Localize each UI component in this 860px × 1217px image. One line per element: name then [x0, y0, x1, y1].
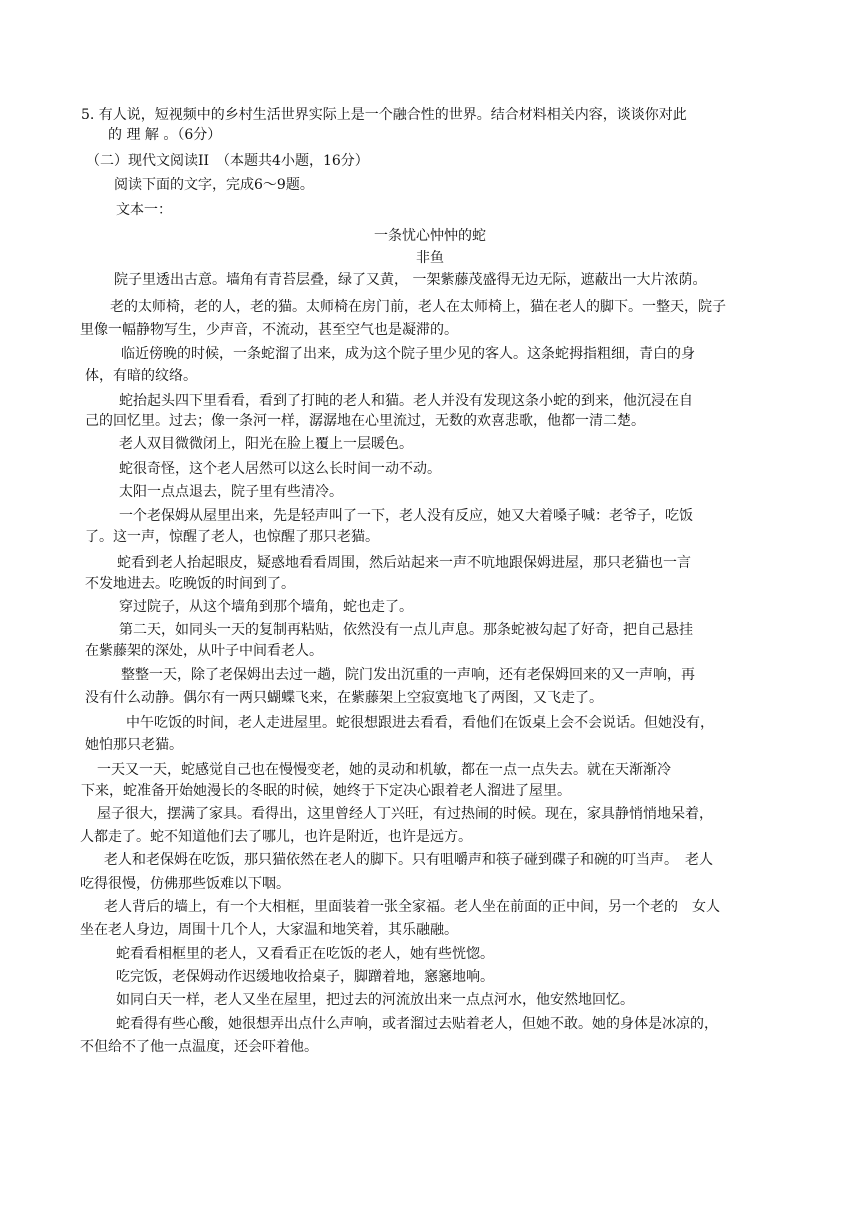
article-line: 蛇看看相框里的老人，又看看正在吃饭的老人，她有些恍惚。	[116, 946, 494, 962]
article-line: 穿过院子，从这个墙角到那个墙角，蛇也走了。	[119, 599, 413, 615]
article-line: 一个老保姆从屋里出来，先是轻声叫了一下，老人没有反应，她又大着嗓子喊：老爷子，吃饭	[119, 508, 693, 524]
article-line: 老人背后的墙上，有一个大相框，里面装着一张全家福。老人坐在前面的正中间，另一个老的 女人	[104, 899, 720, 915]
article-line: 了。这一声，惊醒了老人，也惊醒了那只老猫。	[85, 529, 379, 545]
article-line: 在紫藤架的深处，从叶子中间看老人。	[85, 643, 323, 659]
reading-instruction: 阅读下面的文字，完成6～9题。	[114, 177, 314, 193]
article-line: 蛇看得有些心酸，她很想弄出点什么声响，或者溜过去贴着老人，但她不敢。她的身体是冰凉的，	[116, 1016, 718, 1032]
section-heading: （二）现代文阅读II （本题共4小题，16分）	[86, 153, 369, 169]
article-line: 一天又一天，蛇感觉自己也在慢慢变老，她的灵动和机敏，都在一点一点失去。就在天渐渐冷	[97, 762, 671, 778]
article-author: 非鱼	[416, 250, 444, 266]
article-line: 蛇很奇怪，这个老人居然可以这么长时间一动不动。	[119, 461, 441, 477]
text-one-label: 文本一：	[116, 202, 172, 218]
article-line: 中午吃饭的时间，老人走进屋里。蛇很想跟进去看看，看他们在饭桌上会不会说话。但她没有，	[126, 715, 714, 731]
article-line: 不但给不了他一点温度，还会吓着他。	[80, 1039, 318, 1055]
article-line: 临近傍晚的时候，一条蛇溜了出来，成为这个院子里少见的客人。这条蛇拇指粗细，青白的身	[121, 346, 695, 362]
article-line: 如同白天一样，老人又坐在屋里，把过去的河流放出来一点点河水，他安然地回忆。	[116, 992, 634, 1008]
article-line: 己的回忆里。过去；像一条河一样，潺潺地在心里流过，无数的欢喜悲歌，他都一清二楚。	[85, 413, 645, 429]
article-line: 不发地进去。吃晚饭的时间到了。	[85, 576, 295, 592]
article-line: 吃完饭，老保姆动作迟缓地收拾桌子，脚蹭着地，窸窸地响。	[116, 969, 494, 985]
article-line: 蛇看到老人抬起眼皮，疑惑地看看周围，然后站起来一声不吭地跟保姆进屋，那只老猫也一言	[117, 555, 691, 571]
question-5-line-1: 5. 有人说，短视频中的乡村生活世界实际上是一个融合性的世界。结合材料相关内容，谈谈你对此	[81, 107, 687, 123]
article-line: 老人和老保姆在吃饭，那只猫依然在老人的脚下。只有咀嚼声和筷子碰到碟子和碗的叮当声。 老人	[104, 852, 713, 868]
article-line: 老的太师椅，老的人，老的猫。太师椅在房门前，老人在太师椅上，猫在老人的脚下。一整天，院子	[110, 299, 726, 315]
article-line: 整整一天，除了老保姆出去过一趟，院门发出沉重的一声响，还有老保姆回来的又一声响，再	[121, 667, 695, 683]
article-line: 没有什么动静。偶尔有一两只蝴蝶飞来，在紫藤架上空寂寞地飞了两图，又飞走了。	[85, 690, 603, 706]
article-line: 她怕那只老猫。	[85, 737, 183, 753]
article-line: 吃得很慢，仿佛那些饭难以下咽。	[80, 876, 290, 892]
article-title: 一条忧心忡忡的蛇	[374, 228, 486, 244]
article-line: 坐在老人身边，周围十几个人，大家温和地笑着，其乐融融。	[80, 922, 458, 938]
article-line: 屋子很大，摆满了家具。看得出，这里曾经人丁兴旺，有过热闹的时候。现在，家具静悄悄地呆着，	[97, 806, 713, 822]
article-line: 人都走了。蛇不知道他们去了哪儿，也许是附近，也许是远方。	[80, 829, 472, 845]
article-line: 下来，蛇准备开始她漫长的冬眠的时候，她终于下定决心跟着老人溜进了屋里。	[81, 783, 571, 799]
question-5-line-2: 的 理 解 。（6分）	[108, 127, 222, 143]
article-line: 院子里透出古意。墙角有青苔层叠，绿了又黄， 一架紫藤茂盛得无边无际，遮蔽出一大片浓荫。	[114, 272, 707, 288]
article-line: 体，有暗的纹络。	[85, 368, 197, 384]
article-line: 太阳一点点退去，院子里有些清冷。	[119, 484, 343, 500]
article-line: 老人双目微微闭上，阳光在脸上覆上一层暖色。	[119, 436, 413, 452]
article-line: 第二天，如同头一天的复制再粘贴，依然没有一点儿声息。那条蛇被勾起了好奇，把自己悬挂	[119, 622, 693, 638]
article-line: 蛇抬起头四下里看看，看到了打盹的老人和猫。老人并没有发现这条小蛇的到来，他沉浸在自	[119, 393, 693, 409]
article-line: 里像一幅静物写生，少声音，不流动，甚至空气也是凝滞的。	[80, 322, 458, 338]
